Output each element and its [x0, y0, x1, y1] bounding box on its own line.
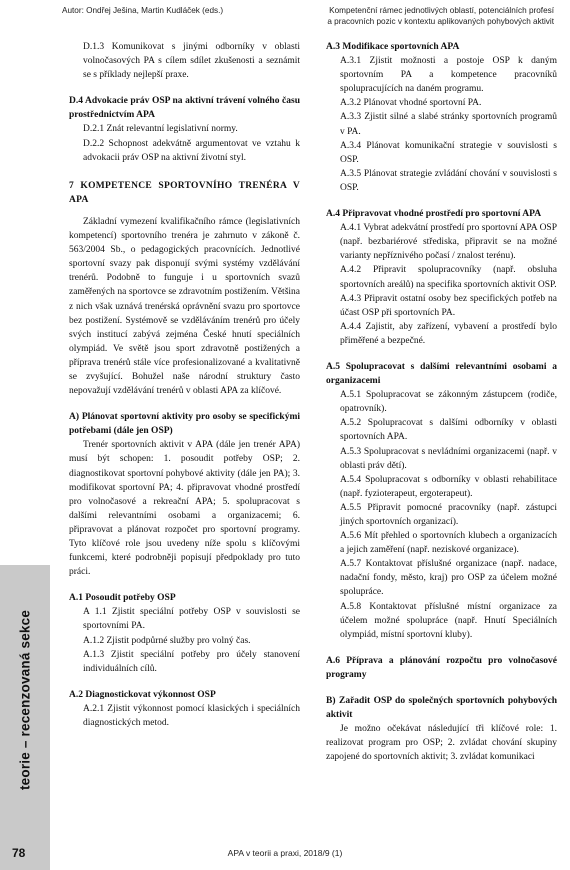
- chapter-heading: 7 KOMPETENCE SPORTOVNÍHO TRENÉRA V APA: [69, 180, 300, 205]
- header-title-line2: a pracovních pozic v kontextu aplikovaných pohybových aktivit: [327, 16, 554, 26]
- item-a31: A.3.1 Zjistit možnosti a postoje OSP k daným sportovním PA a kompetence pracovníků spolupracujících na daném programu.: [340, 56, 557, 95]
- page-number: 78: [12, 846, 26, 860]
- left-column: [69, 40, 300, 730]
- item-a56: A.5.6 Mít přehled o sportovních klubech a organizacích a jejich zaměření (např. neziskové organizace).: [340, 531, 557, 556]
- sidebar-section-label: teorie – recenzovaná sekce: [17, 609, 33, 791]
- item-a33: A.3.3 Zjistit silné a slabé stránky sportovních programů v PA.: [340, 112, 557, 137]
- header-title: [304, 6, 554, 27]
- item-a52: A.5.2 Spolupracovat s dalšími odborníky v oblasti sportovních APA.: [340, 418, 557, 443]
- paragraph-a: Trenér sportovních aktivit v APA (dále jen trenér APA) musí být schopen: 1. posoudit potřeby OSP; 2. diagnostikovat sportovní pohybové aktivity (dále jen PA); 3. modifikovat sportovní PA; 4. připravovat vhodné prostředí pro volnočasové a rekreační APA; 5. spolupracovat s dalšími relevantními osobami a organizacemi; 6. připravovat a plánovat rozpočet pro sportovní programy. Tyto klíčové role jsou uvedeny níže spolu s klíčovými funkcemi, které podrobněji popisují předpoklady pro tuto práci.: [69, 440, 300, 578]
- item-a34: A.3.4 Plánovat komunikační strategie v souvislosti s OSP.: [340, 140, 557, 165]
- intro-paragraph: Základní vymezení kvalifikačního rámce (legislativních kompetencí) sportovního trenéra je zahrnuto v zákoně č. 563/2004 Sb., o pedagogických pracovnících. Jednotlivé sportovní svazy pak disponují svými systémy vzdělávání trenérů. Podobně to funguje i u sportovních svazů zaměřených na sportovce se zdravotním postižením. Většina z nich však uznává trenérská oprávnění svazu pro sportovce bez postižení. Systémově se vzděláváním trenérů pro účely svých institucí zabývá zejména České hnutí speciálních olympiád. Ve světě jsou sport zdravotně postižených a příprava trenérů stále více profesionalizované a kvalitativně se zvyšující. Bohužel naše národní struktury často nepovažují vzdělávání trenérů v oblasti APA za klíčové.: [69, 216, 300, 397]
- item-a44: A.4.4 Zajistit, aby zařízení, vybavení a prostředí bylo přiměřené a bezpečné.: [340, 321, 557, 346]
- header-authors: Autor: Ondřej Ješina, Martin Kudláček (eds.): [62, 6, 224, 15]
- item-a43: A.4.3 Připravit ostatní osoby bez specifických potřeb na účast OSP při sportovních PA.: [340, 293, 557, 318]
- heading-a6: A.6 Příprava a plánování rozpočtu pro volnočasové programy: [326, 655, 557, 680]
- heading-a4: A.4 Připravovat vhodné prostředí pro sportovní APA: [326, 209, 542, 220]
- item-a55: A.5.5 Připravit pomocné pracovníky (např. zástupci jiných sportovních organizací).: [340, 502, 557, 527]
- item-d41: D.2.1 Znát relevantní legislativní normy.: [83, 124, 238, 135]
- heading-a3: A.3 Modifikace sportovních APA: [326, 42, 460, 52]
- item-a54: A.5.4 Spolupracovat s odborníky v oblasti rehabilitace (např. fyzioterapeut, ergoterapeut).: [340, 474, 557, 499]
- heading-d4: D.4 Advokacie práv OSP na aktivní trávení volného času prostřednictvím APA: [69, 96, 300, 121]
- paragraph-b: Je možno očekávat následující tři klíčové role: 1. realizovat program pro OSP; 2. zvládat chování skupiny zapojené do sportovních aktivit; 3. zvládat komunikaci: [326, 724, 557, 763]
- item-a41: A.4.1 Vybrat adekvátní prostředí pro sportovní APA OSP (např. bezbariérové střediska, připravit se na možné varianty nepříznivého počasí / znalost terénu).: [340, 223, 557, 262]
- item-a12: A.1.2 Zjistit podpůrné služby pro volný čas.: [83, 635, 251, 646]
- header-title-line1: Kompetenční rámec jednotlivých oblastí, potenciálních profesí: [329, 6, 554, 15]
- right-column: [326, 40, 557, 765]
- heading-a2: A.2 Diagnostickovat výkonnost OSP: [69, 689, 216, 700]
- item-a13: A.1.3 Zjistit speciální potřeby pro účely stanovení individuálních cílů.: [83, 649, 300, 674]
- heading-b: B) Zařadit OSP do společných sportovních pohybových aktivit: [326, 696, 557, 721]
- item-a21: A.2.1 Zjistit výkonnost pomocí klasických i speciálních diagnostických metod.: [83, 703, 300, 729]
- item-a35: A.3.5 Plánovat strategie zvládání chování v souvislosti s OSP.: [340, 168, 557, 193]
- footer-citation: APA v teorii a praxi, 2018/9 (1): [227, 848, 343, 858]
- item-d13: D.1.3 Komunikovat s jinými odborníky v oblasti volnočasových PA s cílem sdílet zkušenosti a seznámit se s příklady nejlepší praxe.: [83, 42, 300, 81]
- item-a42: A.4.2 Připravit spolupracovníky (např. obsluha sportovních areálů) na specifika sportovních aktivit OSP.: [340, 265, 557, 290]
- heading-a5: A.5 Spolupracovat s dalšími relevantními osobami a organizacemi: [326, 361, 557, 387]
- heading-a1: A.1 Posoudit potřeby OSP: [69, 593, 176, 604]
- item-a32: A.3.2 Plánovat vhodné sportovní PA.: [340, 98, 482, 109]
- item-a53: A.5.3 Spolupracovat s nevládními organizacemi (např. v oblasti práv dětí).: [340, 446, 557, 471]
- item-a58: A.5.8 Kontaktovat příslušné místní organizace za účelem možné spolupráce (např. Hnutí Speciálních olympiád, místní sportovní kluby).: [340, 601, 557, 640]
- item-d42: D.2.2 Schopnost adekvátně argumentovat ve vztahu k advokacii práv OSP na aktivní životní styl.: [83, 138, 300, 163]
- item-a57: A.5.7 Kontaktovat příslušné organizace (např. nadace, nadační fondy, město, kraj) pro OSP za účelem možné spolupráce.: [340, 559, 557, 598]
- item-a11: A 1.1 Zjistit speciální potřeby OSP v souvislosti se sportovními PA.: [83, 607, 300, 632]
- heading-a: A) Plánovat sportovní aktivity pro osoby se specifickými potřebami (dále jen OSP): [69, 412, 300, 437]
- item-a51: A.5.1 Spolupracovat se zákonným zástupcem (rodiče, opatrovník).: [340, 390, 557, 415]
